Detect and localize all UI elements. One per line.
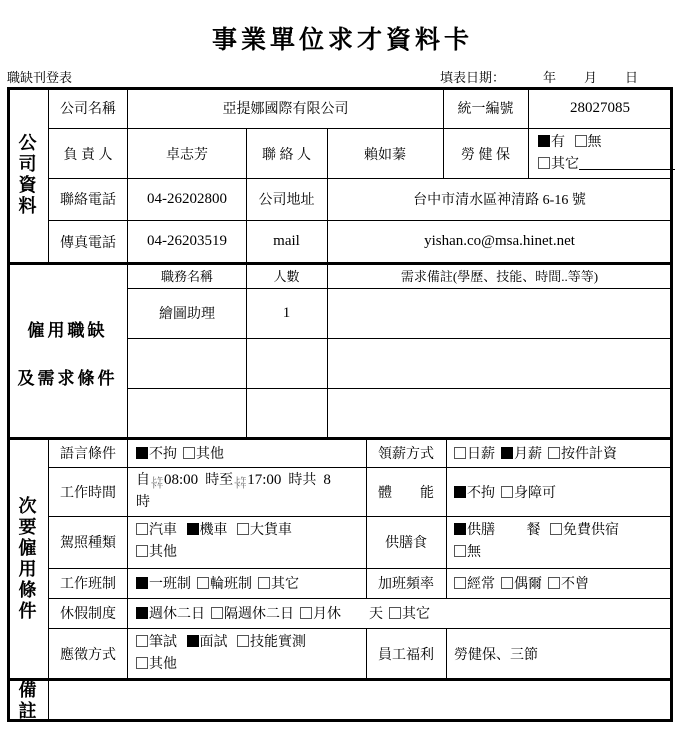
language-option-any[interactable] <box>136 443 177 463</box>
salary-option-monthly[interactable] <box>501 443 542 463</box>
option-label: 大貨車 <box>250 523 292 538</box>
tax-id-field[interactable]: 28027085 <box>570 99 630 116</box>
checkbox-icon[interactable] <box>136 523 148 535</box>
insurance-option-yes[interactable] <box>538 135 565 150</box>
language-label: 語言條件 <box>60 446 116 462</box>
shift-option-single[interactable] <box>136 573 191 593</box>
fill-date-day: 日 <box>625 70 639 85</box>
checkbox-icon[interactable] <box>454 545 466 557</box>
checkbox-icon[interactable] <box>136 657 148 669</box>
meals-line-1 <box>454 520 625 542</box>
vacancies-section-label-1: 僱用職缺 <box>27 321 108 340</box>
language-option-other[interactable] <box>183 443 224 463</box>
application-line-2 <box>136 654 183 676</box>
holidays-options <box>128 598 672 628</box>
phone-field[interactable]: 04-26202800 <box>147 190 227 207</box>
section-char: 次 <box>18 495 37 516</box>
job-count-field[interactable]: 1 <box>282 304 291 321</box>
company-name-label: 公司名稱 <box>60 102 116 117</box>
owner-field[interactable]: 卓志芳 <box>166 147 208 163</box>
license-option-other[interactable] <box>136 545 177 560</box>
holidays-option-alternate-weekend[interactable] <box>211 603 294 623</box>
column-header-notes: 需求備註(學歷、技能、時間..等等) <box>400 269 599 284</box>
option-label: 不拘 <box>467 485 495 501</box>
start-time[interactable]: 08:00 <box>164 472 199 488</box>
from-text: 自 <box>136 473 150 488</box>
column-header-count: 人數 <box>273 269 300 284</box>
language-options <box>128 438 366 467</box>
salary-label: 領薪方式 <box>378 446 434 462</box>
checkbox-icon[interactable] <box>575 135 587 147</box>
insurance-line-2 <box>538 154 681 176</box>
overtime-option-occasionally[interactable] <box>501 573 542 593</box>
license-option-motorcycle[interactable] <box>187 523 228 538</box>
option-label: 筆試 <box>149 634 177 650</box>
salary-option-piecework[interactable] <box>548 443 617 463</box>
physical-options <box>446 467 672 516</box>
salary-options <box>446 438 672 467</box>
overtime-label: 加班頻率 <box>378 577 434 592</box>
am-pm-selector[interactable] <box>151 478 163 490</box>
job-notes-field[interactable] <box>327 388 672 438</box>
am-pm-selector[interactable] <box>234 478 246 490</box>
application-option-written-test[interactable] <box>136 635 177 650</box>
work-hours-line-2 <box>136 492 150 514</box>
license-label: 駕照種類 <box>60 536 116 551</box>
job-count-field[interactable] <box>246 388 327 438</box>
conditions-section-label <box>7 438 48 679</box>
checkbox-checked-icon[interactable] <box>501 447 513 459</box>
form-name: 職缺刊登表 <box>7 70 73 85</box>
contact-field[interactable]: 賴如蓁 <box>364 147 406 163</box>
end-time[interactable]: 17:00 <box>247 472 282 488</box>
section-char: 要 <box>18 516 37 537</box>
checkbox-checked-icon[interactable] <box>136 447 148 459</box>
remarks-section-label <box>7 679 48 722</box>
checkbox-icon[interactable] <box>300 607 312 619</box>
phone-label: 聯絡電話 <box>60 193 116 208</box>
shift-label: 工作班制 <box>60 577 116 592</box>
option-label: 面試 <box>199 634 228 650</box>
insurance-option-no[interactable] <box>575 135 602 150</box>
license-options <box>128 516 366 568</box>
job-title-field[interactable]: 繪圖助理 <box>159 307 215 322</box>
remarks-field[interactable] <box>48 679 672 722</box>
option-label: 其他 <box>149 545 177 560</box>
section-char: 料 <box>18 196 37 216</box>
application-label: 應徵方式 <box>60 647 116 663</box>
checkbox-icon[interactable] <box>136 635 148 647</box>
option-label: 月薪 <box>514 446 542 462</box>
contact-label: 聯 絡 人 <box>262 147 311 163</box>
option-label: 週休二日 <box>149 607 205 622</box>
checkbox-icon[interactable] <box>258 577 270 589</box>
job-notes-field[interactable] <box>327 338 672 388</box>
checkbox-icon[interactable] <box>197 577 209 589</box>
physical-label: 體 能 <box>378 485 434 501</box>
form-title: 事業單位求才資料卡 <box>211 27 473 54</box>
shift-option-other[interactable] <box>258 573 299 593</box>
checkbox-checked-icon[interactable] <box>454 523 466 535</box>
mail-label: mail <box>273 233 300 249</box>
checkbox-icon[interactable] <box>548 447 560 459</box>
holidays-option-other[interactable] <box>389 603 430 623</box>
am-label: 上午 <box>151 478 164 484</box>
meals-option-none[interactable] <box>454 545 481 560</box>
address-label: 公司地址 <box>258 193 315 208</box>
option-label: 汽車 <box>149 523 177 538</box>
total-hours[interactable]: 8 <box>323 472 331 488</box>
checkbox-checked-icon[interactable] <box>187 635 199 647</box>
option-label: 一班制 <box>149 577 191 592</box>
option-label: 月休 天 <box>313 607 383 622</box>
section-char: 用 <box>18 558 37 579</box>
overtime-option-often[interactable] <box>454 573 495 593</box>
fill-date-month: 月 <box>584 70 598 85</box>
option-label: 機車 <box>199 523 228 538</box>
option-label: 有 <box>551 134 565 150</box>
overtime-option-never[interactable] <box>548 573 589 593</box>
other-blank-line[interactable] <box>579 157 675 170</box>
application-option-skills-test[interactable] <box>237 635 306 650</box>
benefits-label: 員工福利 <box>378 647 434 663</box>
insurance-label: 勞 健 保 <box>461 147 510 163</box>
work-hours-label: 工作時間 <box>60 485 116 501</box>
license-line-1 <box>136 520 298 542</box>
option-label: 無 <box>587 134 602 150</box>
option-label: 技能實測 <box>250 634 306 650</box>
option-label: 不曾 <box>561 577 589 592</box>
application-option-interview[interactable] <box>187 635 228 650</box>
license-option-car[interactable] <box>136 523 177 538</box>
fill-date-label: 填表日期： <box>440 70 506 85</box>
fax-label: 傳真電話 <box>60 235 116 251</box>
section-char: 備 <box>18 679 37 700</box>
checkbox-icon[interactable] <box>454 447 466 459</box>
checkbox-icon[interactable] <box>501 577 513 589</box>
checkbox-checked-icon[interactable] <box>538 135 550 147</box>
option-label: 隔週休二日 <box>224 607 294 622</box>
option-label: 其它 <box>551 156 579 172</box>
application-option-other[interactable] <box>136 657 177 672</box>
option-label: 其它 <box>271 577 299 592</box>
section-char: 條 <box>18 579 37 600</box>
insurance-option-other[interactable] <box>538 157 675 172</box>
option-label: 不拘 <box>149 446 177 462</box>
insurance-line-1 <box>538 132 608 154</box>
job-title-field[interactable] <box>128 338 246 388</box>
checkbox-checked-icon[interactable] <box>187 523 199 535</box>
job-count-field[interactable] <box>246 338 327 388</box>
option-label: 免費供宿 <box>563 523 619 538</box>
total-text: 時共 <box>288 473 317 488</box>
option-label: 經常 <box>467 577 495 592</box>
application-options <box>128 628 366 679</box>
work-hours-field[interactable] <box>128 467 366 516</box>
checkbox-icon[interactable] <box>389 607 401 619</box>
owner-label: 負 責 人 <box>63 147 113 163</box>
vacancies-section-label-2: 及需求條件 <box>17 369 118 388</box>
holidays-option-monthly[interactable] <box>300 603 383 623</box>
option-label: 按件計資 <box>561 446 617 462</box>
checkbox-icon[interactable] <box>183 447 195 459</box>
shift-options <box>128 568 366 598</box>
meals-line-2 <box>454 542 487 564</box>
checkbox-icon[interactable] <box>501 486 513 498</box>
section-char: 資 <box>18 175 37 195</box>
benefits-field[interactable]: 勞健保、三節 <box>454 647 538 663</box>
fill-date-year: 年 <box>543 70 557 85</box>
section-char: 公 <box>18 133 37 153</box>
holidays-label: 休假制度 <box>60 607 116 622</box>
company-name-field[interactable]: 亞提娜國際有限公司 <box>222 102 349 117</box>
checkbox-icon[interactable] <box>550 523 562 535</box>
meals-label: 供膳食 <box>385 536 427 551</box>
job-notes-field[interactable] <box>327 288 672 338</box>
fax-field[interactable]: 04-26203519 <box>147 233 227 249</box>
am-label: 上午 <box>234 478 247 484</box>
option-label: 其它 <box>402 607 430 622</box>
shift-option-rotating[interactable] <box>197 573 252 593</box>
checkbox-icon[interactable] <box>237 635 249 647</box>
physical-option-disabled-ok[interactable] <box>501 482 556 502</box>
overtime-options <box>446 568 672 598</box>
option-label: 身障可 <box>514 485 556 501</box>
salary-option-daily[interactable] <box>454 443 495 463</box>
checkbox-checked-icon[interactable] <box>454 486 466 498</box>
holidays-option-two-day-weekend[interactable] <box>136 603 205 623</box>
option-label: 無 <box>467 545 481 560</box>
checkbox-checked-icon[interactable] <box>136 607 148 619</box>
section-char: 僱 <box>18 537 37 558</box>
option-label: 輪班制 <box>210 577 252 592</box>
section-char: 件 <box>18 600 37 621</box>
meals-options <box>446 516 672 568</box>
meals-option-provided[interactable] <box>454 523 541 538</box>
license-line-2 <box>136 542 183 564</box>
address-field[interactable]: 台中市清水區神清路 6-16 號 <box>413 193 586 208</box>
mail-field[interactable]: yishan.co@msa.hinet.net <box>424 233 575 249</box>
option-label: 偶爾 <box>514 577 542 592</box>
work-hours-line-1 <box>136 469 331 492</box>
option-label: 其他 <box>196 446 224 462</box>
checkbox-checked-icon[interactable] <box>136 577 148 589</box>
to-text: 時至 <box>205 473 234 488</box>
section-char: 註 <box>18 700 37 721</box>
checkbox-icon[interactable] <box>454 577 466 589</box>
insurance-options <box>528 129 672 178</box>
job-title-field[interactable] <box>128 388 246 438</box>
tax-id-label: 統一編號 <box>457 102 514 117</box>
option-label: 供膳 餐 <box>467 523 541 538</box>
column-header-job-title: 職務名稱 <box>160 269 213 284</box>
checkbox-icon[interactable] <box>136 545 148 557</box>
checkbox-icon[interactable] <box>538 157 550 169</box>
company-section-label <box>7 87 48 263</box>
checkbox-icon[interactable] <box>211 607 223 619</box>
pm-label: 下午 <box>151 484 164 490</box>
application-line-1 <box>136 632 312 654</box>
pm-label: 下午 <box>234 484 247 490</box>
option-label: 日薪 <box>467 446 495 462</box>
section-char: 司 <box>18 154 37 174</box>
hours-unit: 時 <box>136 495 150 510</box>
meals-option-free-lodging[interactable] <box>550 523 619 538</box>
checkbox-icon[interactable] <box>548 577 560 589</box>
license-option-truck[interactable] <box>237 523 292 538</box>
option-label: 其他 <box>149 656 177 672</box>
checkbox-icon[interactable] <box>237 523 249 535</box>
physical-option-any[interactable] <box>454 482 495 502</box>
